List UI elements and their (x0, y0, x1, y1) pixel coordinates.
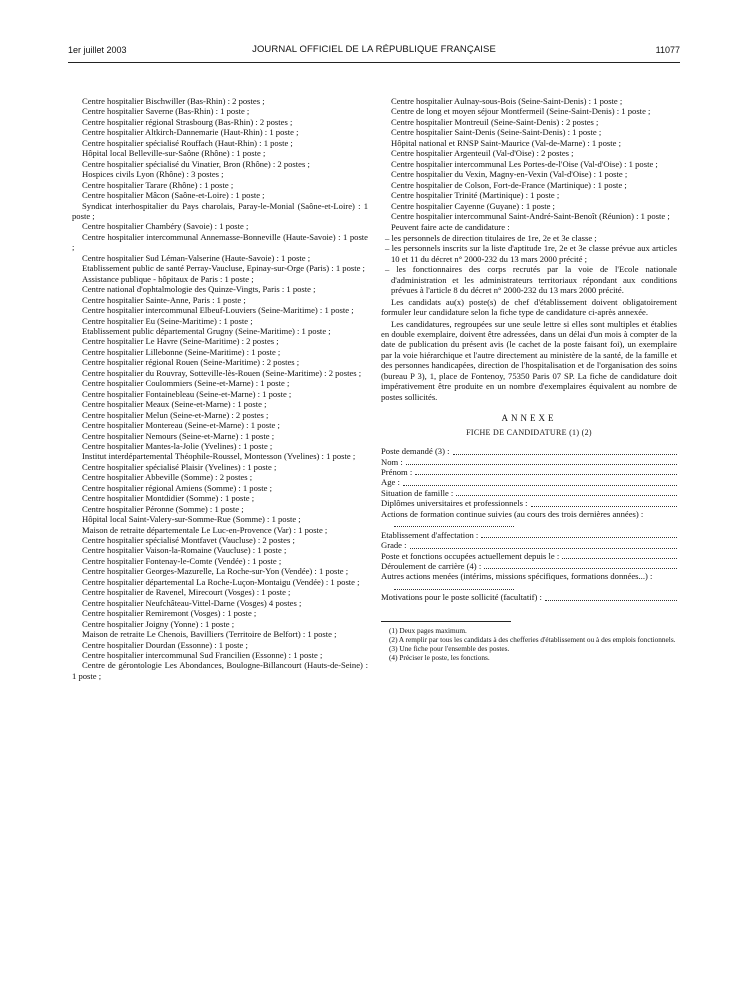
form-field-label: Autres actions menées (intérims, missions spécifiques, formations données...) : (381, 571, 653, 582)
footnotes (381, 626, 677, 663)
list-item: Hospices civils Lyon (Rhône) : 3 postes ; (82, 169, 224, 180)
journal-title: JOURNAL OFFICIEL DE LA RÉPUBLIQUE FRANÇAISE (252, 44, 496, 55)
list-item: Centre de gérontologie Les Abondances, Boulogne-Billancourt (Hauts-de-Seine) : 1 poste ; (72, 660, 368, 681)
list-item: Centre hospitalier Trinité (Martinique) : 1 poste ; (391, 190, 560, 201)
list-item: Assistance publique - hôpitaux de Paris : 1 poste ; (82, 273, 254, 284)
form-field-label: Motivations pour le poste sollicité (facultatif) : (381, 592, 542, 603)
form-field-label: Age : (381, 477, 400, 488)
list-item: Institut interdépartemental Théophile-Roussel, Montesson (Yvelines) : 1 poste ; (82, 451, 356, 462)
list-item: Centre hospitalier intercommunal Sud Francilien (Essonne) : 1 poste ; (82, 650, 323, 661)
form-field (381, 498, 677, 508)
form-field-dots (394, 589, 514, 590)
form-field-dots (531, 505, 677, 507)
paragraph-envoi: Les candidatures, regroupées sur une seule lettre si elles sont multiples et établies en double exemplaire, doivent être adressées, dans un délai d'un mois à compter de la date de publication du présent avis (le cachet de la poste faisant foi), un exemplaire par la voie hiérarchique et l'autre directement au ministère de la santé, de la famille et des personnes handicapées, direction de l'hospitalisation et de l'organisation des soins (bureau P 3), 1, place de Fontenoy, 75350 Paris 07 SP. La fiche de candidature doit impérativement être produite en un nombre d'exemplaires équivalent au nombre de postes sollicités. (381, 318, 677, 402)
footnote: (2) A remplir par tous les candidats à des chefferies d'établissement ou à des emplois fonctionnels. (389, 635, 676, 645)
footnote-rule (381, 621, 511, 622)
list-item: Centre hospitalier Joigny (Yonne) : 1 poste ; (82, 618, 235, 629)
list-item: Centre hospitalier Remiremont (Vosges) : 1 poste ; (82, 608, 257, 619)
list-item: Centre hospitalier Fontainebleau (Seine-et-Marne) : 1 poste ; (82, 388, 292, 399)
list-item: Centre hospitalier de Colson, Fort-de-France (Martinique) : 1 poste ; (391, 179, 627, 190)
list-item: Centre hospitalier régional Strasbourg (Bas-Rhin) : 2 postes ; (82, 116, 293, 127)
form-field-label: Poste et fonctions occupées actuellement depuis le : (381, 550, 560, 561)
footnote: (3) Une fiche pour l'ensemble des postes. (389, 644, 510, 654)
form-field-dots (456, 494, 677, 496)
list-item: Centre hospitalier Tarare (Rhône) : 1 poste ; (82, 179, 234, 190)
list-item: Centre hospitalier Dourdan (Essonne) : 1 poste ; (82, 639, 248, 650)
list-item: Centre hospitalier régional Amiens (Somme) : 1 poste ; (82, 482, 272, 493)
form-field (381, 571, 677, 592)
footnote: (4) Préciser le poste, les fonctions. (389, 653, 490, 663)
list-item: Centre hospitalier Cayenne (Guyane) : 1 poste ; (391, 200, 555, 211)
list-item: Centre hospitalier Bischwiller (Bas-Rhin) : 2 postes ; (82, 96, 265, 106)
list-item: Centre hospitalier spécialisé Rouffach (Haut-Rhin) : 1 poste ; (82, 137, 293, 148)
list-item: Centre hospitalier intercommunal Saint-André-Saint-Benoît (Réunion) : 1 poste ; (391, 210, 670, 221)
list-item: Centre hospitalier du Rouvray, Sotteville-lès-Rouen (Seine-Maritime) : 2 postes ; (82, 367, 362, 378)
list-item: Centre hospitalier intercommunal Annemasse-Bonneville (Haute-Savoie) : 1 poste ; (72, 231, 368, 253)
list-item: Syndicat interhospitalier du Pays charolais, Paray-le-Monial (Saône-et-Loire) : 1 poste ; (72, 200, 368, 221)
list-item: Hôpital local Saint-Valery-sur-Somme-Rue (Somme) : 1 poste ; (82, 514, 301, 525)
form-field (381, 488, 677, 498)
form-field-label: Actions de formation continue suivies (au cours des trois dernières années) : (381, 508, 644, 519)
list-item: Maison de retraite départementale Le Luc-en-Provence (Var) : 1 poste ; (82, 524, 328, 535)
list-item: Centre hospitalier intercommunal Les Portes-de-l'Oise (Val-d'Oise) : 1 poste ; (391, 158, 658, 169)
list-item: Etablissement public de santé Perray-Vaucluse, Epinay-sur-Orge (Paris) : 1 poste ; (82, 263, 365, 274)
form-field-dots (562, 557, 677, 559)
list-item: Centre hospitalier de Ravenel, Mirecourt (Vosges) : 1 poste ; (82, 587, 291, 598)
list-item: Centre hospitalier Argenteuil (Val-d'Oise) : 2 postes ; (391, 148, 574, 159)
candidature-condition: – les personnels inscrits sur la liste d'aptitude 1re, 2e et 3e classe prévue aux articles 10 et 11 du décret n° 2000-232 du 13 mars 2000 précité ; (385, 243, 677, 264)
list-item: Centre hospitalier Altkirch-Dannemarie (Haut-Rhin) : 1 poste ; (82, 127, 299, 138)
form-field (381, 446, 677, 456)
list-item: Centre national d'ophtalmologie des Quinze-Vingts, Paris : 1 poste ; (82, 284, 316, 295)
form-field-dots (406, 463, 677, 465)
form-field (381, 530, 677, 540)
right-items-list (381, 96, 677, 221)
list-item: Centre hospitalier Sud Léman-Valserine (Haute-Savoie) : 1 poste ; (82, 252, 311, 263)
form-field-label: Poste demandé (3) : (381, 446, 450, 457)
form-field-label: Grade : (381, 540, 407, 551)
list-item: Centre hospitalier Montreuil (Seine-Saint-Denis) : 2 postes ; (391, 116, 599, 127)
paragraph-chef: Les candidats au(x) poste(s) de chef d'établissement doivent obligatoirement formuler leur candidature selon la fiche type de candidature ci-après annexée. (381, 296, 677, 318)
left-column (72, 96, 368, 681)
form-field-label: Prénom : (381, 466, 413, 477)
list-item: Centre hospitalier Abbeville (Somme) : 2 postes ; (82, 472, 253, 483)
form-field (381, 592, 677, 602)
form-field (381, 477, 677, 487)
list-item: Centre hospitalier Montereau (Seine-et-Marne) : 1 poste ; (82, 420, 280, 431)
fiche-title: FICHE DE CANDIDATURE (1) (2) (466, 427, 592, 437)
list-item: Maison de retraite Le Chenois, Bavilliers (Territoire de Belfort) : 1 poste ; (82, 629, 337, 640)
form-field (381, 561, 677, 571)
form-field-label: Diplômes universitaires et professionnels : (381, 498, 528, 509)
list-item: Centre hospitalier Saint-Denis (Seine-Saint-Denis) : 1 poste ; (391, 127, 602, 138)
list-item: Centre hospitalier Saverne (Bas-Rhin) : 1 poste ; (82, 106, 250, 117)
list-item: Centre hospitalier Fontenay-le-Comte (Vendée) : 1 poste ; (82, 555, 282, 566)
list-item: Centre hospitalier Neufchâteau-Vittel-Darne (Vosges) 4 postes ; (82, 597, 302, 608)
footnote: (1) Deux pages maximum. (389, 625, 467, 635)
list-item: Centre de long et moyen séjour Montfermeil (Seine-Saint-Denis) : 1 poste ; (391, 106, 651, 117)
header-rule (68, 62, 680, 63)
list-item: Centre hospitalier Mantes-la-Jolie (Yvelines) : 1 poste ; (82, 440, 273, 451)
form-field-dots (394, 526, 514, 527)
form-field-label: Situation de famille : (381, 487, 454, 498)
list-item: Centre hospitalier Montdidier (Somme) : 1 poste ; (82, 493, 255, 504)
list-item: Centre hospitalier Meaux (Seine-et-Marne) : 1 poste ; (82, 399, 267, 410)
form-field-label: Nom : (381, 456, 403, 467)
candidature-condition: – les fonctionnaires des corps recrutés par la voie de l'Ecole nationale d'administration et les administrateurs territoriaux répondant aux conditions prévues à l'article 8 du décret n° 2000-232 du 13 mars 2000 précité. (385, 264, 677, 296)
list-item: Etablissement public départemental Grugny (Seine-Maritime) : 1 poste ; (82, 325, 331, 336)
list-item: Centre hospitalier spécialisé Plaisir (Yvelines) : 1 poste ; (82, 461, 277, 472)
list-item: Centre hospitalier Sainte-Anne, Paris : 1 poste ; (82, 294, 246, 305)
form-field (381, 457, 677, 467)
list-item: Centre hospitalier Aulnay-sous-Bois (Seine-Saint-Denis) : 1 poste ; (391, 96, 623, 106)
candidature-intro: Peuvent faire acte de candidature : (391, 222, 510, 233)
page-header (68, 44, 680, 58)
form-field-dots (481, 536, 677, 538)
annexe-title: ANNEXE (501, 413, 557, 424)
form-field-dots (453, 453, 678, 455)
form-field (381, 540, 677, 550)
form-field (381, 467, 677, 477)
form-field-label: Etablissement d'affectation : (381, 529, 479, 540)
list-item: Centre hospitalier départemental La Roche-Luçon-Montaigu (Vendée) : 1 poste ; (82, 576, 360, 587)
form-field-dots (415, 473, 677, 475)
list-item: Centre hospitalier régional Rouen (Seine-Maritime) : 2 postes ; (82, 357, 300, 368)
list-item: Centre hospitalier Georges-Mazurelle, La Roche-sur-Yon (Vendée) : 1 poste ; (82, 566, 349, 577)
list-item: Centre hospitalier Mâcon (Saône-et-Loire) : 1 poste ; (82, 190, 265, 201)
list-item: Hôpital national et RNSP Saint-Maurice (Val-de-Marne) : 1 poste ; (391, 137, 621, 148)
list-item: Centre hospitalier Nemours (Seine-et-Marne) : 1 poste ; (82, 430, 275, 441)
form-field-dots (545, 599, 677, 601)
list-item: Centre hospitalier Coulommiers (Seine-et-Marne) : 1 poste ; (82, 378, 290, 389)
list-item: Centre hospitalier spécialisé du Vinatier, Bron (Rhône) : 2 postes ; (82, 158, 310, 169)
list-item: Centre hospitalier Chambéry (Savoie) : 1 poste ; (82, 221, 249, 232)
form-field-dots (410, 547, 677, 549)
list-item: Centre hospitalier spécialisé Montfavet (Vaucluse) : 2 postes ; (82, 535, 295, 546)
header-date: 1er juillet 2003 (68, 45, 127, 55)
candidature-list (381, 233, 677, 296)
list-item: Hôpital local Belleville-sur-Saône (Rhône) : 1 poste ; (82, 148, 266, 159)
right-column (381, 96, 677, 663)
list-item: Centre hospitalier Melun (Seine-et-Marne) : 2 postes ; (82, 409, 269, 420)
candidature-form (381, 446, 677, 603)
list-item: Centre hospitalier intercommunal Elbeuf-Louviers (Seine-Maritime) : 1 poste ; (82, 305, 354, 316)
page-number: 11077 (655, 45, 680, 55)
form-field (381, 551, 677, 561)
list-item: Centre hospitalier Péronne (Somme) : 1 poste ; (82, 503, 244, 514)
list-item: Centre hospitalier Lillebonne (Seine-Maritime) : 1 poste ; (82, 346, 281, 357)
form-field-dots (403, 484, 677, 486)
form-field-dots (484, 567, 677, 569)
list-item: Centre hospitalier Vaison-la-Romaine (Vaucluse) : 1 poste ; (82, 545, 287, 556)
list-item: Centre hospitalier Le Havre (Seine-Maritime) : 2 postes ; (82, 336, 279, 347)
candidature-condition: – les personnels de direction titulaires de 1re, 2e et 3e classe ; (385, 232, 597, 243)
list-item: Centre hospitalier Eu (Seine-Maritime) : 1 poste ; (82, 315, 253, 326)
list-item: Centre hospitalier du Vexin, Magny-en-Vexin (Val-d'Oise) : 1 poste ; (391, 169, 628, 180)
form-field (381, 509, 677, 530)
form-field-label: Déroulement de carrière (4) : (381, 561, 482, 572)
